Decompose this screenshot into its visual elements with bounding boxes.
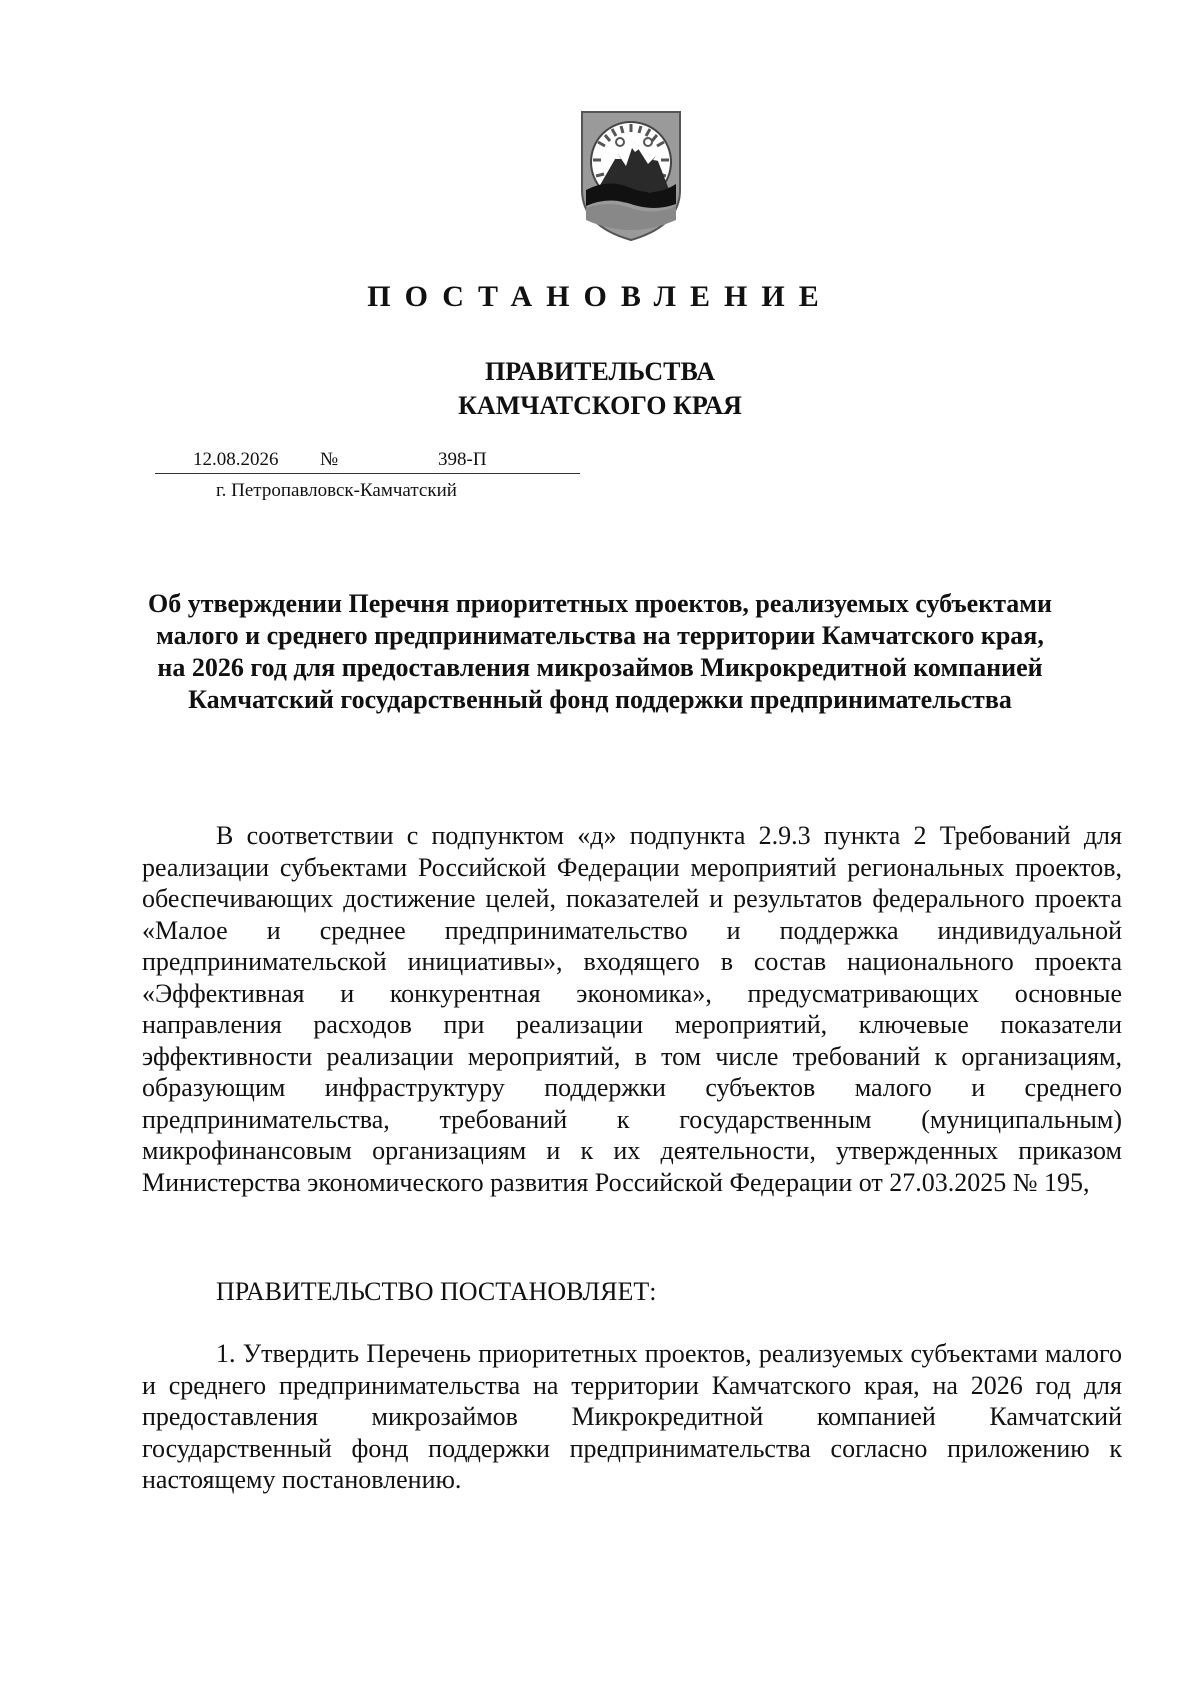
document-date: 12.08.2026 xyxy=(193,449,279,470)
authority-line-2: КАМЧАТСКОГО КРАЯ xyxy=(458,391,742,420)
preamble-paragraph: В соответствии с подпунктом «д» подпункта 2.9.3 пункта 2 Требований для реализации субъектами Российской Федерации мероприятий региональных проектов, обеспечивающих достижение целей, показателей и результатов федерального проекта «Малое и среднее предпринимательство и поддержка индивидуальной предпринимательской инициативы», входящего в состав национального проекта «Эффективная и конкурентная экономика», предусматривающих основные направления расходов при реализации мероприятий, ключевые показатели эффективности реализации мероприятий, в том числе требований к организациям, образующим инфраструктуру поддержки субъектов малого и среднего предпринимательства, требований к государственным (муниципальным) микрофинансовым организациям и к их деятельности, утвержденных приказом Министерства экономического развития Российской Федерации от 27.03.2025 № 195, xyxy=(142,821,1122,1197)
document-number: 398-П xyxy=(438,449,487,470)
document-type-heading: ПОСТАНОВЛЕНИЕ xyxy=(367,280,833,313)
date-number-line xyxy=(155,447,580,474)
resolution-clause: ПРАВИТЕЛЬСТВО ПОСТАНОВЛЯЕТ: xyxy=(216,1277,657,1306)
authority-line-1: ПРАВИТЕЛЬСТВА xyxy=(485,357,715,386)
issuing-authority xyxy=(0,355,1200,423)
place-of-issue: г. Петропавловск-Камчатский xyxy=(216,480,457,501)
item-1-paragraph: 1. Утвердить Перечень приоритетных проектов, реализуемых субъектами малого и среднего предпринимательства на территории Камчатского края, на 2026 год для предоставления микрозаймов Микрокредитной компанией Камчатский государственный фонд поддержки предпринимательства согласно приложению к настоящему постановлению. xyxy=(142,1339,1122,1494)
number-sign: № xyxy=(320,449,339,470)
document-title: Об утверждении Перечня приоритетных проектов, реализуемых субъектами малого и среднего предпринимательства на территории Камчатского края, на 2026 год для предоставления микрозаймов Микрокредитной компанией Камчатский государственный фонд поддержки предпринимательства xyxy=(148,589,1052,714)
kamchatka-coat-of-arms-icon xyxy=(578,108,684,244)
